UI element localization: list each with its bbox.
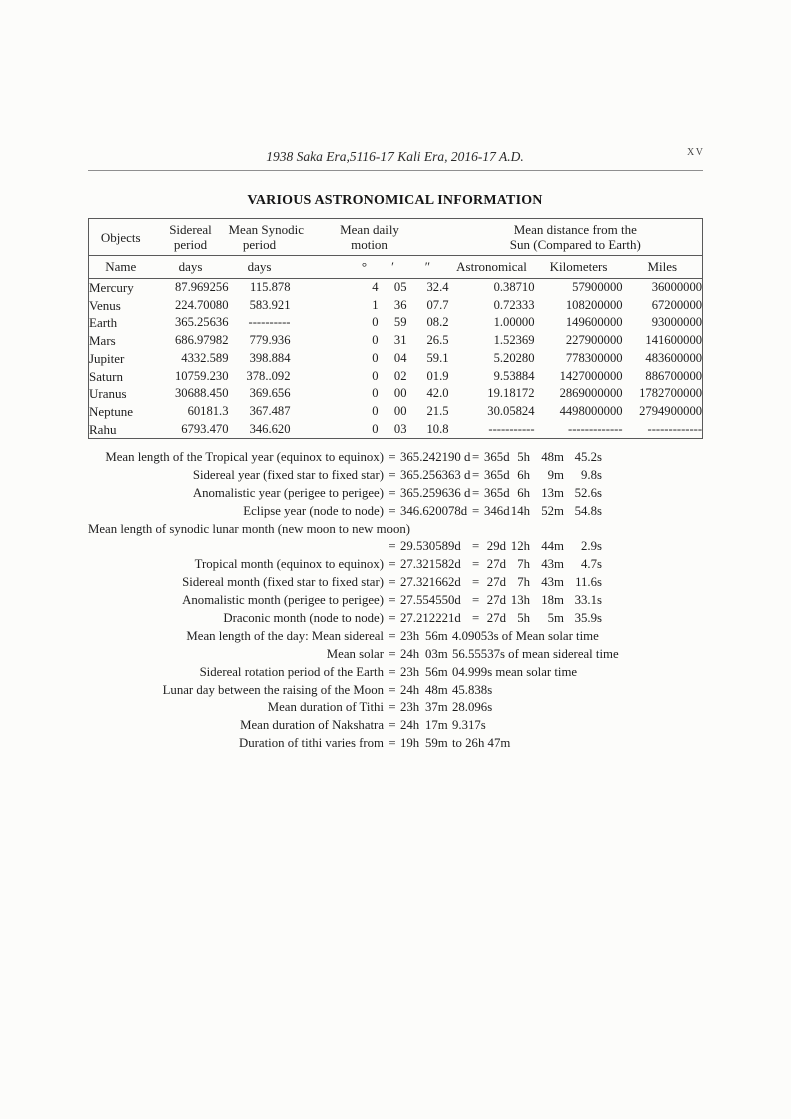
value-hours: 12h	[510, 539, 530, 554]
info-block	[88, 449, 704, 753]
cell-sidereal: 60181.3	[187, 403, 229, 418]
unit-spacer	[291, 256, 351, 279]
table-row	[89, 314, 703, 332]
value-hours: 13h	[510, 593, 530, 608]
cell-km: 149600000	[565, 315, 623, 330]
cell-sidereal: 224.70080	[174, 297, 229, 312]
page-title: VARIOUS ASTRONOMICAL INFORMATION	[247, 193, 543, 208]
cell-miles: 1782700000	[639, 386, 703, 401]
info-label: Sidereal month (fixed star to fixed star)	[182, 575, 384, 590]
unit-minutes-symbol: ′	[379, 256, 407, 279]
value-hours: 23h	[400, 664, 420, 679]
info-label: Mean duration of Tithi	[267, 700, 384, 715]
equals-sign: =	[388, 467, 396, 482]
info-line	[88, 538, 704, 556]
cell-miles: 141600000	[645, 333, 703, 348]
unit-degrees-symbol: °	[351, 256, 379, 279]
cell-sidereal: 686.97982	[174, 333, 229, 348]
cell-name: Neptune	[89, 403, 134, 419]
equals-sign: =	[472, 557, 480, 572]
equals-sign: =	[472, 485, 480, 500]
cell-astro: 0.72333	[493, 297, 535, 312]
value-rest: 28.096s	[452, 700, 493, 715]
info-line	[88, 610, 704, 628]
cell-spacer	[291, 279, 351, 297]
info-line	[88, 556, 704, 574]
equals-sign: =	[388, 736, 396, 751]
value-days-decimal: 27.554550d	[400, 593, 461, 608]
cell-sidereal: 6793.470	[181, 421, 229, 436]
value-seconds: 33.1s	[574, 593, 602, 608]
cell-astro: -----------	[488, 421, 535, 436]
info-value	[400, 574, 602, 592]
info-line	[88, 503, 704, 521]
value-minutes: 43m	[541, 557, 564, 572]
value-days-decimal: 27.321582d	[400, 557, 461, 572]
cell-deg: 0	[372, 333, 379, 348]
cell-min: 04	[393, 350, 407, 365]
value-days: 346d	[484, 503, 510, 518]
equals-sign: =	[388, 503, 396, 518]
value-rest: to 26h 47m	[452, 736, 511, 751]
cell-name: Mercury	[89, 280, 134, 295]
table-row	[89, 350, 703, 368]
equals-sign: =	[388, 450, 396, 464]
cell-deg: 4	[372, 280, 379, 294]
cell-synodic: 369.656	[249, 386, 291, 401]
value-minutes: 9m	[547, 467, 564, 482]
info-line	[88, 717, 704, 735]
cell-sec: 07.7	[426, 297, 449, 312]
info-value	[400, 467, 602, 485]
table-units-row	[89, 256, 703, 279]
header-line: Sun (Compared to Earth)	[509, 237, 641, 252]
value-minutes: 17m	[425, 718, 448, 733]
value-minutes: 44m	[541, 539, 564, 554]
value-hours: 24h	[400, 646, 420, 661]
cell-km: 57900000	[572, 280, 623, 294]
table-row	[89, 403, 703, 421]
value-days-decimal: 365.242190 d	[400, 450, 471, 464]
value-days-decimal: 365.256363 d	[400, 467, 471, 482]
value-minutes: 5m	[547, 611, 564, 626]
info-label: Sidereal rotation period of the Earth	[199, 664, 384, 679]
equals-sign: =	[388, 485, 396, 500]
cell-miles: 93000000	[651, 315, 703, 330]
cell-spacer	[291, 385, 351, 403]
equals-sign: =	[388, 575, 396, 590]
value-seconds: 9.8s	[581, 467, 602, 482]
value-days-decimal: 29.530589d	[400, 539, 461, 554]
cell-astro: 30.05824	[487, 403, 535, 418]
equals-sign: =	[388, 611, 396, 626]
value-seconds: 45.2s	[574, 450, 602, 464]
unit-days-synodic: days	[229, 256, 291, 279]
cell-miles: 67200000	[651, 297, 703, 312]
value-rest: 04.999s mean solar time	[452, 664, 578, 679]
info-label: Sidereal year (fixed star to fixed star)	[192, 467, 384, 482]
value-seconds: 54.8s	[574, 503, 602, 518]
cell-spacer	[291, 350, 351, 368]
cell-sidereal: 10759.230	[174, 368, 229, 383]
equals-sign: =	[388, 593, 396, 608]
cell-miles: 886700000	[645, 368, 703, 383]
cell-name: Rahu	[89, 421, 117, 437]
cell-km: -------------	[568, 421, 623, 436]
value-days-decimal: 346.620078d	[400, 503, 468, 518]
info-line	[88, 592, 704, 610]
value-minutes: 52m	[541, 503, 564, 518]
value-minutes: 43m	[541, 575, 564, 590]
cell-astro: 5.20280	[493, 350, 535, 365]
cell-km: 2869000000	[559, 386, 623, 401]
info-value	[400, 538, 602, 556]
value-seconds: 11.6s	[575, 575, 602, 590]
cell-sec: 26.5	[426, 333, 449, 348]
cell-spacer	[291, 297, 351, 315]
header-sidereal-period	[153, 219, 229, 256]
value-rest: 45.838s	[452, 682, 493, 697]
info-value	[400, 485, 602, 503]
cell-min: 31	[393, 333, 407, 348]
value-days: 27d	[486, 611, 506, 626]
info-line	[88, 628, 704, 646]
value-days-decimal: 27.321662d	[400, 575, 461, 590]
header-synodic-period	[228, 219, 304, 256]
table-row	[89, 368, 703, 386]
info-label: Mean duration of Nakshatra	[240, 718, 384, 733]
value-hours: 24h	[400, 682, 420, 697]
info-value	[400, 735, 510, 753]
cell-km: 227900000	[565, 333, 623, 348]
info-value	[400, 699, 492, 717]
cell-synodic: 346.620	[249, 421, 291, 436]
value-hours: 5h	[517, 450, 530, 464]
cell-spacer	[291, 368, 351, 386]
value-seconds: 52.6s	[574, 485, 602, 500]
equals-sign: =	[472, 450, 480, 464]
cell-name: Jupiter	[89, 350, 125, 366]
table-group-header-row	[89, 219, 703, 256]
equals-sign: =	[388, 628, 396, 643]
cell-spacer	[291, 403, 351, 421]
equals-sign: =	[388, 539, 396, 554]
value-hours: 23h	[400, 628, 420, 643]
value-days: 27d	[486, 575, 506, 590]
info-label: Duration of tithi varies from	[239, 736, 384, 751]
cell-sec: 08.2	[426, 315, 449, 330]
cell-astro: 19.18172	[487, 386, 535, 401]
info-label: Tropical month (equinox to equinox)	[194, 557, 384, 572]
cell-sec: 21.5	[426, 403, 449, 418]
value-hours: 5h	[517, 611, 530, 626]
header-line: period	[173, 237, 208, 252]
cell-astro: 0.38710	[493, 280, 535, 294]
equals-sign: =	[388, 557, 396, 572]
equals-sign: =	[388, 664, 396, 679]
info-label: Draconic month (node to node)	[223, 611, 384, 626]
cell-miles: -------------	[647, 421, 703, 436]
table-row	[89, 385, 703, 403]
cell-synodic: 115.878	[250, 280, 291, 294]
equals-sign: =	[388, 700, 396, 715]
value-hours: 6h	[517, 485, 530, 500]
value-days-decimal: 365.259636 d	[400, 485, 471, 500]
cell-astro: 1.00000	[493, 315, 535, 330]
info-label: Mean length of the Tropical year (equinox to equinox)	[105, 450, 384, 464]
cell-synodic: 779.936	[249, 333, 291, 348]
cell-min: 03	[393, 421, 407, 436]
value-minutes: 37m	[425, 700, 448, 715]
cell-km: 108200000	[565, 297, 623, 312]
header-rule	[88, 170, 703, 171]
cell-sidereal: 87.969256	[174, 280, 229, 294]
unit-astronomical: Astronomical	[449, 256, 535, 279]
cell-sec: 10.8	[426, 421, 449, 436]
unit-seconds-symbol: ″	[407, 256, 449, 279]
value-minutes: 48m	[541, 450, 564, 464]
cell-synodic: ----------	[248, 315, 291, 330]
header-mean-daily-motion	[291, 219, 449, 256]
cell-deg: 0	[372, 350, 379, 365]
header-line: motion	[351, 237, 388, 252]
cell-synodic: 398.884	[249, 350, 291, 365]
info-line	[88, 646, 704, 664]
info-label: Anomalistic year (perigee to perigee)	[192, 485, 384, 500]
cell-min: 36	[393, 297, 407, 312]
cell-spacer	[291, 421, 351, 439]
value-hours: 19h	[400, 736, 420, 751]
info-label	[88, 538, 384, 556]
value-days: 365d	[484, 485, 510, 500]
running-head: 1938 Saka Era,5116-17 Kali Era, 2016-17 A.D.	[266, 149, 524, 164]
value-hours: 6h	[517, 467, 530, 482]
info-label: Mean solar	[326, 646, 384, 661]
header-line: Mean Synodic	[228, 222, 304, 237]
info-value	[400, 503, 602, 521]
info-value	[400, 556, 602, 574]
value-seconds: 2.9s	[581, 539, 602, 554]
value-hours: 7h	[517, 557, 530, 572]
header-line: Sidereal	[169, 222, 212, 237]
value-minutes: 56m	[425, 664, 448, 679]
cell-min: 00	[393, 386, 407, 401]
value-seconds: 35.9s	[574, 611, 602, 626]
info-line	[88, 699, 704, 717]
cell-name: Uranus	[89, 386, 127, 402]
value-seconds: 4.7s	[581, 557, 602, 572]
cell-sidereal: 4332.589	[181, 350, 229, 365]
info-value	[400, 628, 599, 646]
cell-km: 4498000000	[559, 403, 623, 418]
info-line	[88, 521, 704, 539]
cell-astro: 1.52369	[493, 333, 535, 348]
cell-name: Earth	[89, 315, 118, 331]
cell-min: 59	[393, 315, 407, 330]
value-days-decimal: 27.212221d	[400, 611, 461, 626]
unit-days-sidereal: days	[153, 256, 229, 279]
header-objects: Objects	[89, 219, 153, 256]
value-days: 27d	[486, 593, 506, 608]
table-row	[89, 421, 703, 439]
info-label: Lunar day between the raising of the Moon	[162, 682, 384, 697]
header-mean-distance	[449, 219, 703, 256]
value-minutes: 48m	[425, 682, 448, 697]
header-line: Mean distance from the	[513, 222, 637, 237]
cell-miles: 483600000	[645, 350, 703, 365]
info-label: Mean length of synodic lunar month (new moon to new moon)	[88, 521, 410, 536]
cell-miles: 2794900000	[639, 403, 703, 418]
cell-sec: 32.4	[426, 280, 449, 294]
equals-sign: =	[472, 611, 480, 626]
header-line: period	[242, 237, 277, 252]
info-value	[400, 664, 577, 682]
info-value	[400, 592, 602, 610]
cell-name: Saturn	[89, 368, 123, 384]
value-minutes: 18m	[541, 593, 564, 608]
info-label: Mean length of the day: Mean sidereal	[186, 628, 384, 643]
equals-sign: =	[472, 593, 480, 608]
value-days: 29d	[486, 539, 506, 554]
value-minutes: 13m	[541, 485, 564, 500]
info-line	[88, 735, 704, 753]
info-label: Eclipse year (node to node)	[243, 503, 384, 518]
value-hours: 7h	[517, 575, 530, 590]
table-row	[89, 279, 703, 297]
value-hours: 24h	[400, 718, 420, 733]
cell-name: Venus	[89, 297, 121, 313]
equals-sign: =	[472, 539, 480, 554]
info-line	[88, 574, 704, 592]
table-body	[89, 279, 703, 439]
value-minutes: 56m	[425, 628, 448, 643]
cell-deg: 0	[372, 315, 379, 330]
cell-astro: 9.53884	[493, 368, 535, 383]
equals-sign: =	[388, 718, 396, 733]
value-hours: 14h	[510, 503, 530, 518]
header-line: Mean daily	[340, 222, 399, 237]
value-rest: 4.09053s of Mean solar time	[452, 628, 599, 643]
cell-synodic: 378..092	[246, 368, 291, 383]
table-row	[89, 297, 703, 315]
cell-synodic: 583.921	[249, 297, 291, 312]
cell-deg: 0	[372, 403, 379, 418]
cell-sidereal: 30688.450	[174, 386, 229, 401]
value-days: 365d	[484, 450, 510, 464]
unit-miles: Miles	[623, 256, 703, 279]
info-value	[400, 449, 602, 467]
cell-km: 1427000000	[559, 368, 623, 383]
cell-km: 778300000	[565, 350, 623, 365]
info-line	[88, 485, 704, 503]
value-hours: 23h	[400, 700, 420, 715]
cell-miles: 36000000	[651, 280, 703, 294]
cell-deg: 0	[372, 386, 379, 401]
info-label: Anomalistic month (perigee to perigee)	[182, 593, 384, 608]
cell-spacer	[291, 332, 351, 350]
info-value	[400, 717, 486, 735]
value-days: 27d	[486, 557, 506, 572]
cell-min: 02	[393, 368, 407, 383]
cell-min: 00	[393, 403, 407, 418]
cell-spacer	[291, 314, 351, 332]
equals-sign: =	[472, 575, 480, 590]
info-line	[88, 467, 704, 485]
equals-sign: =	[388, 646, 396, 661]
info-line	[88, 664, 704, 682]
equals-sign: =	[472, 467, 480, 482]
value-minutes: 59m	[425, 736, 448, 751]
unit-kilometers: Kilometers	[535, 256, 623, 279]
cell-deg: 1	[372, 297, 379, 312]
info-line	[88, 449, 704, 467]
page-number: XV	[687, 147, 705, 158]
cell-synodic: 367.487	[249, 403, 291, 418]
cell-deg: 0	[372, 368, 379, 383]
info-value	[400, 682, 492, 700]
value-days: 365d	[484, 467, 510, 482]
astronomy-table	[88, 218, 703, 439]
info-value	[400, 610, 602, 628]
cell-sec: 59.1	[426, 350, 449, 365]
cell-deg: 0	[372, 421, 379, 436]
table-row	[89, 332, 703, 350]
unit-name: Name	[89, 256, 153, 279]
info-value	[400, 646, 619, 664]
value-rest: 56.55537s of mean sidereal time	[452, 646, 619, 661]
cell-sec: 01.9	[426, 368, 449, 383]
cell-sec: 42.0	[426, 386, 449, 401]
equals-sign: =	[388, 682, 396, 697]
cell-min: 05	[393, 280, 407, 294]
info-line	[88, 682, 704, 700]
cell-name: Mars	[89, 333, 116, 349]
value-minutes: 03m	[425, 646, 448, 661]
cell-sidereal: 365.25636	[174, 315, 229, 330]
value-rest: 9.317s	[452, 718, 486, 733]
equals-sign: =	[472, 503, 480, 518]
